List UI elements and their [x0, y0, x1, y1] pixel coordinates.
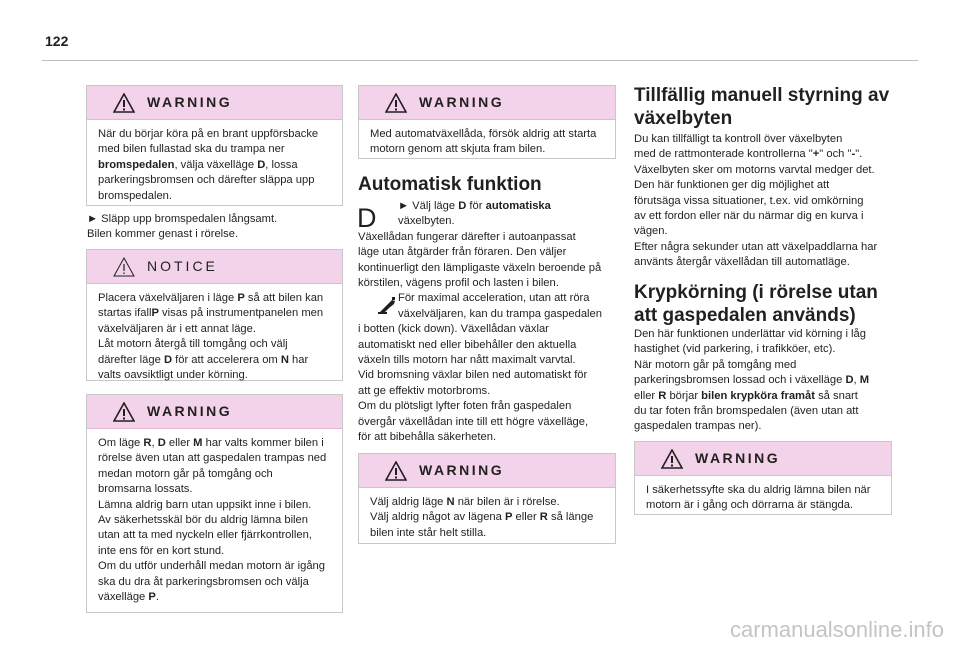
header-divider — [42, 60, 918, 61]
warning-triangle-icon — [661, 449, 683, 469]
notice-label: NOTICE — [147, 258, 218, 274]
warning-text: Med automatväxellåda, försök aldrig att starta motorn genom att skjuta fram bilen. — [370, 128, 597, 156]
heading-manual-control: Tillfällig manuell styrning av växelbyten — [634, 85, 890, 129]
warning-box-neutral — [358, 453, 616, 544]
step-release-brake: ► Släpp upp bromspedalen långsamt. Bilen kommer genast i rörelse. — [87, 213, 278, 241]
warning-header — [87, 86, 342, 120]
notice-box — [86, 249, 343, 381]
warning-label: WARNING — [147, 403, 233, 419]
heading-automatic: Automatisk funktion — [358, 174, 542, 195]
manual-control-body: Du kan tillfälligt ta kontroll över växelbyten med de rattmonterade kontrollerna "+" och "-". Växelbyten sker om motorns varvtal medger det. Den här funktionen ger dig möjlighet att förutsäga vissa situationer, t.ex. vid omkörning av ett fordon eller när du närmar dig en kurva i vägen. Efter några sekunder utan att växelpaddlarna har använts återgår växellådan till automatläge. — [634, 133, 878, 269]
notice-triangle-icon — [113, 257, 135, 277]
warning-text: Om läge R, D eller M har valts kommer bilen i rörelse även utan att gaspedalen trampas ned medan motorn går på tomgång och bromsarna lossats. Lämna aldrig barn utan uppsikt inne i bilen. Av säkerhetsskäl bör du aldrig lämna bilen utan att ta med nyckeln eller fjärrkontrollen, inte ens för en kort stund. Om du utför underhåll medan motorn är igång ska du dra åt parkeringsbromsen och välja växelläge P. — [98, 437, 327, 604]
drive-mode-d-symbol: D — [357, 203, 377, 233]
warning-triangle-icon — [113, 402, 135, 422]
warning-box-creep — [86, 394, 343, 613]
notice-header — [87, 250, 342, 284]
warning-triangle-icon — [385, 461, 407, 481]
warning-text: Välj aldrig läge N när bilen är i rörelse. Välj aldrig något av lägena P eller R så länge bilen inte står helt stilla. — [370, 496, 594, 539]
warning-header — [635, 442, 891, 476]
warning-label: WARNING — [419, 462, 505, 478]
warning-box-leave-car — [634, 441, 892, 515]
watermark: carmanualsonline.info — [729, 617, 944, 642]
warning-label: WARNING — [419, 94, 505, 110]
automatic-body: ► Välj läge D för automatiska växelbyten. Växellådan fungerar därefter i autoanpassat läge utan åtgärder från föraren. Den väljer kontinuerligt den lämpligaste växeln beroende på körstilen, vägens profil och lasten i bilen. För maximal acceleration, utan att röra växelväljaren, kan du trampa gaspedalen i botten (kick down). Växellådan växlar automatiskt ned eller bibehåller den aktuella växeln tills motorn har nått maximalt varvtal. Vid bromsning växlar bilen ned automatiskt för att ge effektiv motorbroms. Om du plötsligt lyfter foten från gaspedalen övergår växellådan inte till ett högre växelläge, för att bibehålla säkerheten. — [358, 200, 602, 444]
warning-text: När du börjar köra på en brant uppförsbacke med bilen fullastad ska du trampa ner bromspedalen, välja växelläge D, lossa parkeringsbromsen och därefter släppa upp bromspedalen. — [98, 128, 319, 202]
warning-text: I säkerhetssyfte ska du aldrig lämna bilen när motorn är i gång och dörrarna är stängda. — [646, 484, 871, 512]
page-number: 122 — [45, 33, 69, 49]
warning-triangle-icon — [113, 93, 135, 113]
warning-header — [359, 86, 615, 120]
creep-body: Den här funktionen underlättar vid körning i låg hastighet (vid parkering, i trafikköer, etc). När motorn går på tomgång med parkeringsbromsen lossad och i växelläge D, M eller R börjar bilen krypköra framåt så snart du tar foten från bromspedalen (även utan att gaspedalen trampas ner). — [634, 328, 870, 433]
warning-box-push-start — [358, 85, 616, 159]
warning-header — [359, 454, 615, 488]
warning-label: WARNING — [695, 450, 781, 466]
warning-box-uphill — [86, 85, 343, 206]
heading-creep: Krypkörning (i rörelse utan att gaspedalen används) — [634, 282, 878, 326]
notice-text: Placera växelväljaren i läge P så att bilen kan startas ifallP visas på instrumentpanelen men växelväljaren är i ett annat läge. Låt motorn återgå till tomgång och välj därefter läge D för att accelerera om N har valts oavsiktligt under körning. — [98, 292, 324, 382]
warning-header — [87, 395, 342, 429]
warning-label: WARNING — [147, 94, 233, 110]
warning-triangle-icon — [385, 93, 407, 113]
